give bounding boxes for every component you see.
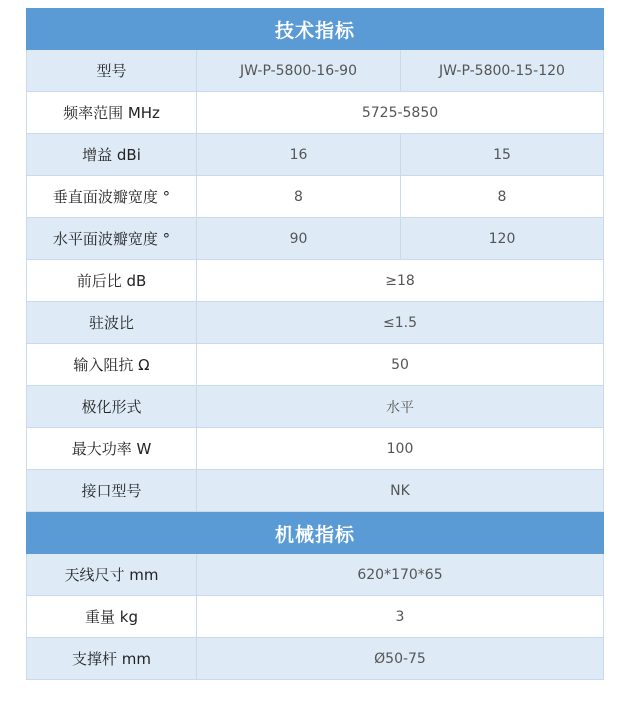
spec-row xyxy=(26,302,604,344)
spec-label: 接口型号 xyxy=(27,470,197,511)
spec-row xyxy=(26,176,604,218)
spec-label: 水平面波瓣宽度 ° xyxy=(27,218,197,259)
spec-value: ≥18 xyxy=(197,260,603,301)
spec-label: 前后比 dB xyxy=(27,260,197,301)
spec-label: 增益 dBi xyxy=(27,134,197,175)
spec-label: 重量 kg xyxy=(27,596,197,637)
spec-value: 15 xyxy=(401,134,603,175)
spec-value: 5725-5850 xyxy=(197,92,603,133)
spec-sheet xyxy=(26,8,604,680)
spec-value: 120 xyxy=(401,218,603,259)
spec-row xyxy=(26,344,604,386)
spec-value: JW-P-5800-15-120 xyxy=(401,50,603,91)
spec-value: ≤1.5 xyxy=(197,302,603,343)
spec-row xyxy=(26,260,604,302)
spec-value: 100 xyxy=(197,428,603,469)
spec-value: 3 xyxy=(197,596,603,637)
spec-row xyxy=(26,134,604,176)
spec-label: 最大功率 W xyxy=(27,428,197,469)
spec-label: 型号 xyxy=(27,50,197,91)
spec-row xyxy=(26,50,604,92)
spec-value: NK xyxy=(197,470,603,511)
spec-value: 90 xyxy=(197,218,401,259)
spec-row xyxy=(26,638,604,680)
spec-label: 输入阻抗 Ω xyxy=(27,344,197,385)
spec-value: 50 xyxy=(197,344,603,385)
spec-label: 天线尺寸 mm xyxy=(27,554,197,595)
spec-label: 频率范围 MHz xyxy=(27,92,197,133)
spec-row xyxy=(26,92,604,134)
spec-row xyxy=(26,554,604,596)
spec-value: 620*170*65 xyxy=(197,554,603,595)
spec-value: JW-P-5800-16-90 xyxy=(197,50,401,91)
spec-row xyxy=(26,218,604,260)
mech-section-title: 机械指标 xyxy=(26,512,604,554)
tech-rows xyxy=(26,50,604,512)
spec-value: 水平 xyxy=(197,386,603,427)
spec-label: 垂直面波瓣宽度 ° xyxy=(27,176,197,217)
spec-value: Ø50-75 xyxy=(197,638,603,679)
spec-row xyxy=(26,386,604,428)
mech-rows xyxy=(26,554,604,680)
spec-label: 支撑杆 mm xyxy=(27,638,197,679)
spec-row xyxy=(26,470,604,512)
spec-value: 16 xyxy=(197,134,401,175)
spec-row xyxy=(26,596,604,638)
spec-value: 8 xyxy=(401,176,603,217)
spec-value: 8 xyxy=(197,176,401,217)
spec-row xyxy=(26,428,604,470)
tech-section-title: 技术指标 xyxy=(26,8,604,50)
spec-label: 驻波比 xyxy=(27,302,197,343)
spec-label: 极化形式 xyxy=(27,386,197,427)
